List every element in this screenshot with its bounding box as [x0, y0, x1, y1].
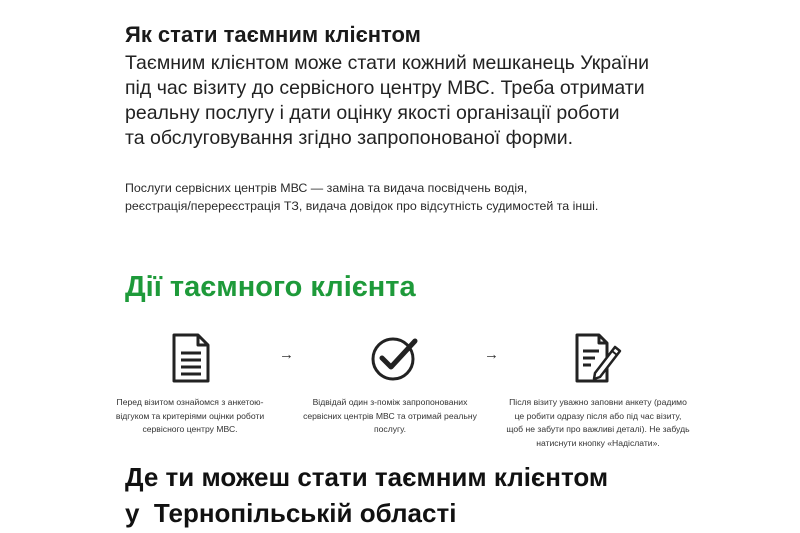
document-icon	[168, 333, 212, 383]
services-line: Послуги сервісних центрів МВС — заміна та видача посвідчень водія,	[125, 181, 528, 195]
services-line: реєстрація/перереєстрація ТЗ, видача довідок про відсутність судимостей та інші.	[125, 199, 599, 213]
page-title: Як стати таємним клієнтом	[125, 22, 421, 47]
edit-document-icon	[573, 333, 623, 383]
intro-line: та обслуговування згідно запропонованої форми.	[125, 127, 574, 149]
arrow-right-icon: →	[484, 346, 499, 363]
services-note	[125, 179, 745, 215]
intro-line: під час візиту до сервісного центру МВС. Треба отримати	[125, 77, 645, 99]
intro-paragraph	[125, 51, 725, 151]
checkmark-circle-icon	[370, 333, 420, 383]
where-heading: Де ти можеш стати таємним клієнтом у Тернопільській області	[125, 462, 609, 528]
intro-line: Таємним клієнтом може стати кожний мешканець України	[125, 52, 650, 74]
step-description: Після візиту уважно заповни анкету (радимо це робити одразу після або під час візиту, щоб не забути про важливі деталі). Не забудь натиснути кнопку «Надіслати».	[506, 397, 690, 448]
step-description: Перед візитом ознайомся з анкетою- відгуком та критеріями оцінки роботи сервісного центру МВС.	[115, 397, 265, 434]
actions-title: Дії таємного клієнта	[125, 271, 416, 303]
step-description: Відвідай один з-поміж запропонованих сервісних центрів МВС та отримай реальну послугу.	[303, 397, 477, 434]
intro-line: реальну послугу і дати оцінку якості організації роботи	[125, 102, 620, 124]
arrow-right-icon: →	[279, 346, 294, 363]
